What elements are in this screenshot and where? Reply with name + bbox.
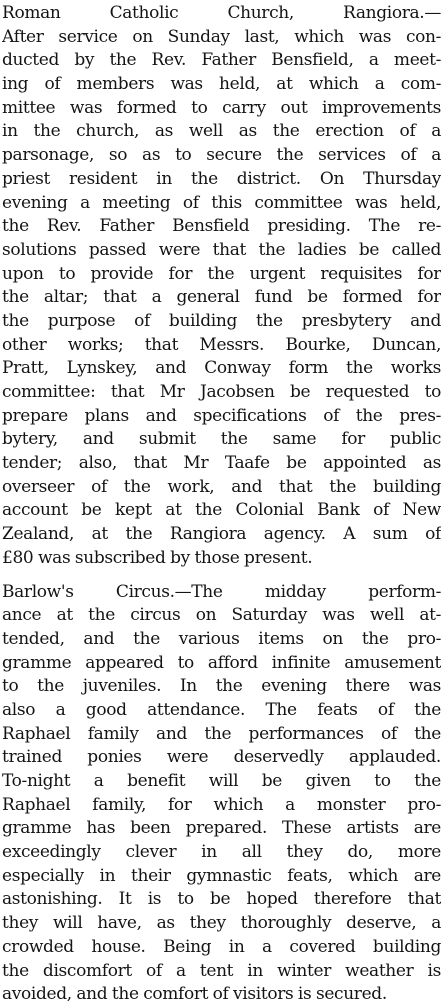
- text-line: trained ponies were deservedly applauded.: [2, 747, 441, 768]
- text-line: the altar; that a general fund be formed for: [2, 287, 441, 308]
- text-line: mittee was formed to carry out improvements: [2, 97, 441, 118]
- text-line: in the church, as well as the erection of a: [2, 121, 441, 142]
- text-line: the discomfort of a tent in winter weather is: [2, 960, 441, 981]
- text-line: To-night a benefit will be given to the: [2, 771, 441, 791]
- article-barlows-circus: [2, 581, 441, 1007]
- text-line: account be kept at the Colonial Bank of New: [2, 500, 441, 521]
- text-line: overseer of the work, and that the building: [2, 476, 441, 497]
- text-line: avoided, and the comfort of visitors is secured.: [2, 984, 387, 1005]
- text-line: After service on Sunday last, which was con-: [2, 26, 441, 47]
- text-line: crowded house. Being in a covered building: [2, 936, 441, 957]
- text-line: gramme appeared to afford infinite amusement: [2, 652, 441, 673]
- text-line: parsonage, so as to secure the services of a: [2, 145, 441, 166]
- text-line: exceedingly clever in all they do, more: [2, 842, 441, 863]
- text-line: bytery, and submit the same for public: [2, 429, 441, 450]
- newspaper-column: [2, 0, 441, 1007]
- text-line: evening a meeting of this committee was held,: [2, 192, 441, 213]
- text-line: Raphael family, for which a monster pro-: [2, 794, 441, 815]
- text-line: especially in their gymnastic feats, which are: [2, 865, 441, 886]
- text-line: to the juveniles. In the evening there was: [2, 676, 441, 697]
- text-line: priest resident in the district. On Thursday: [2, 168, 441, 189]
- text-line: ducted by the Rev. Father Bensfield, a meet-: [2, 50, 441, 71]
- article-heading-line: Roman Catholic Church, Rangiora.—: [2, 3, 441, 23]
- text-line: Raphael family and the performances of the: [2, 723, 441, 744]
- text-line: £80 was subscribed by those present.: [2, 547, 313, 568]
- text-line: solutions passed were that the ladies be called: [2, 239, 441, 260]
- text-line: other works; that Messrs. Bourke, Duncan,: [2, 334, 441, 355]
- text-line: the purpose of building the presbytery and: [2, 310, 441, 331]
- text-line: they will have, as they thoroughly deserve, a: [2, 913, 441, 934]
- text-line: upon to provide for the urgent requisites for: [2, 263, 441, 284]
- text-line: also a good attendance. The feats of the: [2, 699, 441, 720]
- text-line: tender; also, that Mr Taafe be appointed as: [2, 453, 441, 474]
- article-heading-line: Barlow's Circus.—The midday perform-: [2, 581, 441, 602]
- text-line: Pratt, Lynskey, and Conway form the works: [2, 358, 441, 379]
- text-line: gramme has been prepared. These artists are: [2, 818, 441, 839]
- article-roman-catholic-church: [2, 0, 441, 571]
- text-line: committee: that Mr Jacobsen be requested to: [2, 382, 441, 402]
- text-line: Zealand, at the Rangiora agency. A sum of: [2, 524, 441, 545]
- text-line: tended, and the various items on the pro-: [2, 628, 441, 649]
- text-line: the Rev. Father Bensfield presiding. The re-: [2, 216, 441, 237]
- text-line: ance at the circus on Saturday was well at-: [2, 605, 441, 626]
- text-line: ing of members was held, at which a com-: [2, 74, 441, 95]
- text-line: prepare plans and specifications of the pres-: [2, 405, 441, 426]
- text-line: astonishing. It is to be hoped therefore that: [2, 889, 441, 910]
